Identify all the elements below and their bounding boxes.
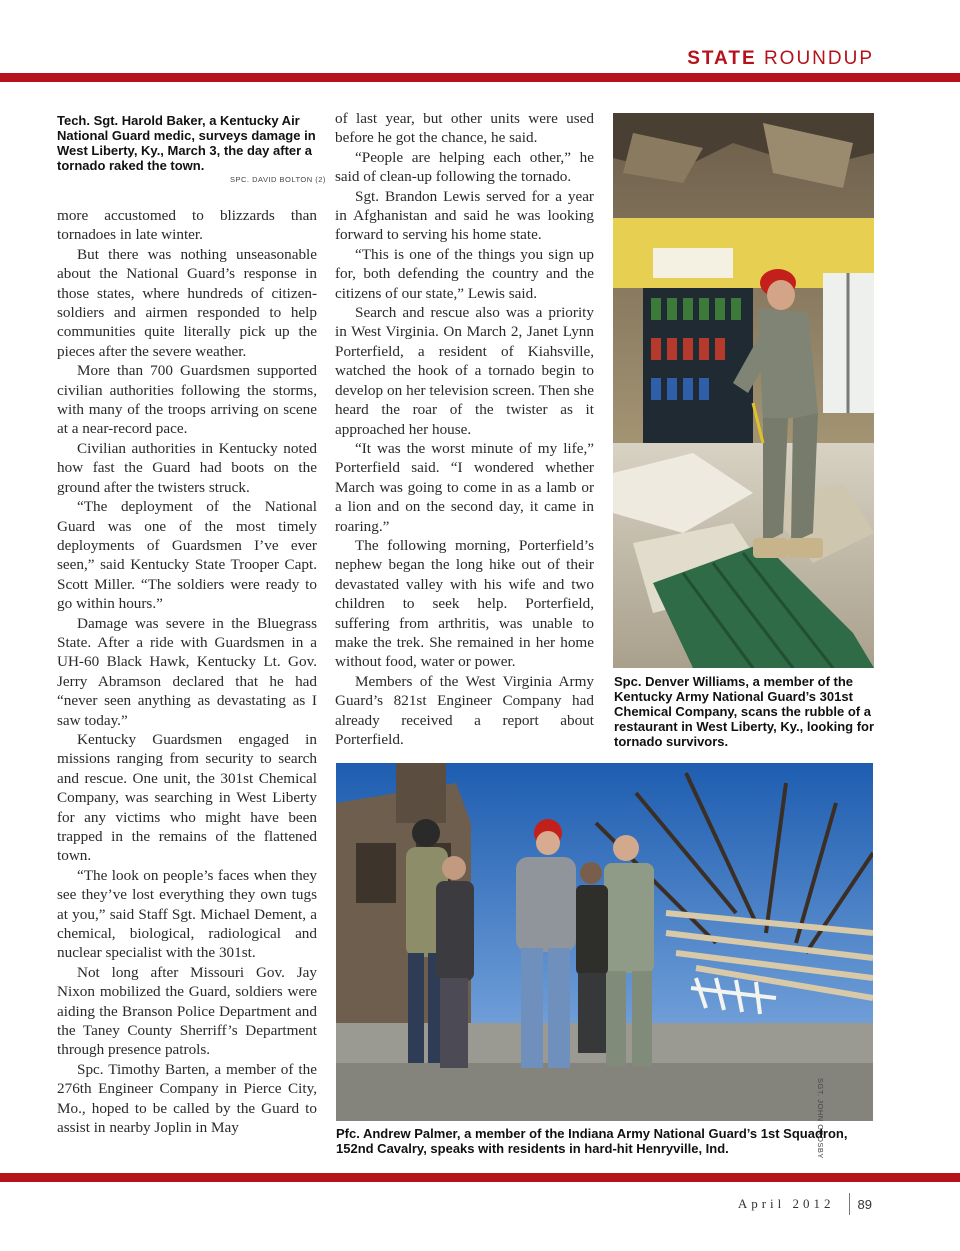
- paragraph: “People are helping each other,” he said of clean-up following the tornado.: [335, 148, 594, 186]
- photo-henryville-residents: [336, 763, 873, 1121]
- caption-bottom-photo: Pfc. Andrew Palmer, a member of the Indiana Army National Guard’s 1st Squadron, 152nd Cavalry, speaks with residents in hard-hit Henryville, Ind.: [336, 1126, 848, 1156]
- paragraph: “The deployment of the National Guard was one of the most timely deployments of Guardsmen I’ve ever seen,” said Kentucky State Trooper Capt. Scott Miller. “The soldiers were ready to go within hours.”: [57, 498, 317, 613]
- paragraph: Sgt. Brandon Lewis served for a year in Afghanistan and said he was looking forward to serving his home state.: [335, 187, 594, 244]
- credit-bottom-photo: SGT. JOHN CROSBY: [816, 1078, 825, 1159]
- paragraph: “The look on people’s faces when they see they’ve lost everything they own tugs at you,” said Staff Sgt. Michael Dement, a chemical, biological, radiological and nuclear specialist with the 301st.: [57, 866, 317, 962]
- page-number: 89: [857, 1196, 872, 1212]
- footer-divider: [849, 1193, 850, 1215]
- paragraph: More than 700 Guardsmen supported civilian authorities following the storms, with many of the troops arriving on scene at a near-record pace.: [57, 362, 317, 438]
- article-column-1: [57, 206, 317, 1138]
- paragraph: Civilian authorities in Kentucky noted how fast the Guard had boots on the ground after the twisters struck.: [57, 439, 317, 496]
- paragraph: “It was the worst minute of my life,” Porterfield said. “I wondered whether March was going to come in as a lamb or a lion and on the second day, it came in roaring.”: [335, 439, 594, 535]
- paragraph: Kentucky Guardsmen engaged in missions ranging from security to search and rescue. One unit, the 301st Chemical Company, was searching in West Liberty for any victims who might have been trapped in the remains of the flattened town.: [57, 730, 317, 865]
- page-footer: [738, 1192, 872, 1216]
- credit-top-left: SPC. DAVID BOLTON (2): [230, 175, 326, 184]
- paragraph: The following morning, Porterfield’s nephew began the long hike out of their devastated valley with his wife and two children to seek help. Porterfield, suffering from arthritis, was unable to make the trek. She remained in her home without food, water or power.: [335, 536, 594, 671]
- caption-top-left: Tech. Sgt. Harold Baker, a Kentucky Air National Guard medic, surveys damage in West Liberty, Ky., March 3, the day after a tornado raked the town.: [57, 113, 316, 173]
- bottom-rule: [0, 1173, 960, 1182]
- section-title: [687, 48, 874, 70]
- paragraph: Damage was severe in the Bluegrass State. After a ride with Guardsmen in a UH-60 Black Hawk, Kentucky Lt. Gov. Jerry Abramson declared that he had “never seen anything as devastating as I saw today.”: [57, 614, 317, 729]
- paragraph: of last year, but other units were used before he got the chance, he said.: [335, 110, 594, 147]
- section-title-bold: STATE: [687, 48, 757, 69]
- paragraph: Members of the West Virginia Army Guard’s 821st Engineer Company had already received a report about Porterfield.: [335, 672, 594, 748]
- issue-date: April 2012: [737, 1196, 835, 1211]
- paragraph: But there was nothing unseasonable about the National Guard’s response in those states, where hundreds of citizen-soldiers and airmen responded to help communities quite literally pick up the pieces after the severe weather.: [57, 245, 317, 360]
- paragraph: more accustomed to blizzards than tornadoes in late winter.: [57, 207, 317, 244]
- paragraph: Search and rescue also was a priority in West Virginia. On March 2, Janet Lynn Porterfield, a resident of Kiahsville, watched the hook of a tornado begin to develop on her television screen. Then she heard the roar of the twister as it approached her house.: [335, 304, 594, 438]
- photo-restaurant-rubble: [613, 113, 874, 668]
- paragraph: “This is one of the things you sign up for, both defending the country and the citizens of our state,” Lewis said.: [335, 245, 594, 302]
- article-column-2: [335, 109, 594, 749]
- paragraph: Spc. Timothy Barten, a member of the 276th Engineer Company in Pierce City, Mo., hoped to be called by the Guard to assist in nearby Joplin in May: [57, 1060, 317, 1137]
- paragraph: Not long after Missouri Gov. Jay Nixon mobilized the Guard, soldiers were aiding the Branson Police Department and the Taney County Sherriff’s Department through presence patrols.: [57, 963, 317, 1059]
- caption-right-photo: Spc. Denver Williams, a member of the Kentucky Army National Guard’s 301st Chemical Company, scans the rubble of a restaurant in West Liberty, Ky., looking for tornado survivors.: [614, 674, 875, 749]
- section-title-rest: ROUNDUP: [763, 48, 874, 69]
- top-rule: [0, 73, 960, 82]
